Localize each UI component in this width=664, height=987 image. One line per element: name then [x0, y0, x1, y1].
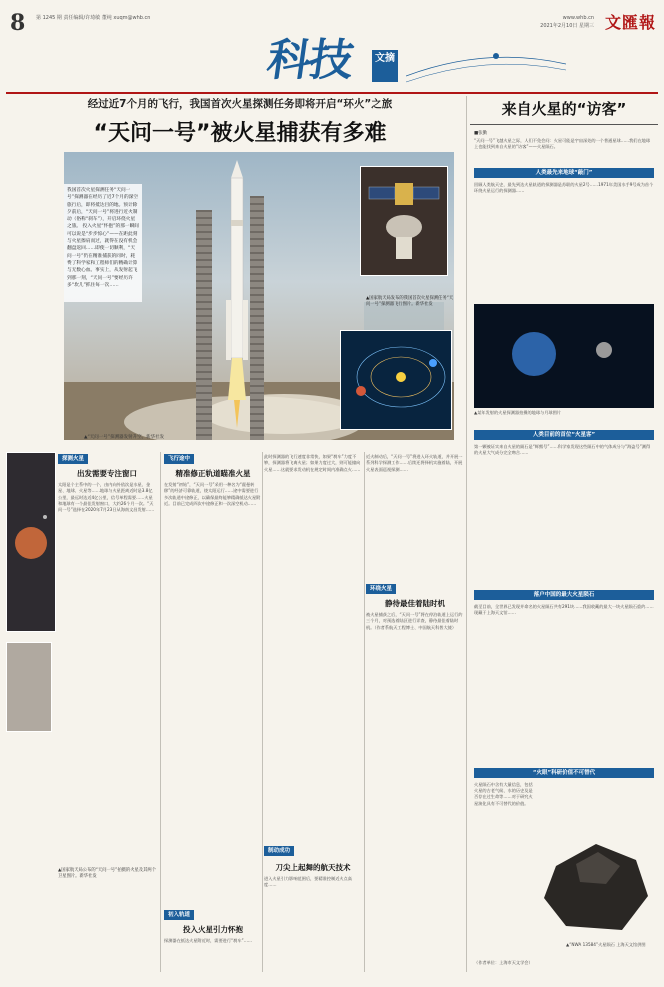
col1-photo [6, 642, 52, 732]
right-sec1-banner: 人类最先来地球“敲门” [474, 168, 654, 178]
orbit-diagram [340, 330, 452, 430]
col1-photo-caption: ▲国家航天局公布的“天问一号”拍摄的火星及其两个卫星图片。新华社发 [58, 868, 156, 879]
col4-body2: 被火星捕获之后，“天问一号”将在停泊轨道上运行约三个月，对预选着陆区进行详查，静待最佳着陆时机。（作者系航天工程博士、中国航天科普大使） [366, 612, 463, 630]
column-divider [262, 452, 263, 972]
right-sec3-text: 截至目前，全世界已发现并命名的火星陨石共有291块……我国收藏的最大一块火星陨石重约……现藏于上海天文馆…… [474, 604, 654, 616]
column-divider [466, 96, 467, 972]
author-note: （作者单位：上海市天文学会） [474, 960, 533, 965]
col1-body: 太阳是个主系中的一个，由内向外依次是水星、金星、地球、火星等……地球与火星距离近时是3.8亿公里，最远时达近4亿公里，信号单程需要……火星和地球有一个最佳发射窗口，大约26个月一次。“天问一号”选择在2020年7月23日从海南文昌发射…… [58, 482, 155, 513]
launch-tower-right [250, 196, 264, 440]
column-4 [366, 452, 464, 972]
meteorite-caption: ▲“NWA 13584”火星陨石 上海天文馆供图 [566, 942, 646, 947]
headline: “天问一号”被火星捕获有多难 [93, 121, 387, 146]
right-sec4-text: 火星陨石中含有大量信息，包括火星的古老气候、水的历史及是否存在过生命等……对于研究火星演化具有不可替代的价值。 [474, 782, 533, 806]
date-meta [540, 14, 594, 30]
page-number: 8 [10, 10, 26, 36]
column-1 [58, 452, 156, 972]
mars-icon [7, 453, 55, 631]
col2-body2: 探测器在抵达火星附近时，需要进行“刹车”…… [164, 938, 253, 943]
right-intro: “天问一号”飞越火星之际，人们不免会问：火星可能是宇宙深处的一个普通星球……我们在地球上也能找到来自火星的“访客”——火星陨石。 [474, 138, 651, 150]
orbit-diagram-icon [341, 331, 451, 429]
right-sec3-banner: 落户中国的最大火星陨石 [474, 590, 654, 600]
right-sec4-banner: “火眼”科研价值不可替代 [474, 768, 654, 778]
probe-caption: ▲国家航天局发布的我国首次火星探测任务“天问一号”探测器飞行图片。新华社发 [366, 296, 454, 307]
probe-icon [361, 167, 447, 275]
col3-tag: 制动成功 [264, 846, 294, 856]
column-2 [160, 452, 261, 972]
right-sec2-text: 第一颗被证实来自火星的陨石是“辉熊号”……科学家发现这些陨石中的气体成分与“海盗号”测得的火星大气成分完全吻合…… [474, 444, 651, 456]
byline: ■张勤 [474, 131, 488, 136]
title-rule [470, 124, 658, 125]
rocket-icon [226, 160, 248, 430]
right-column [470, 96, 658, 976]
col1-subhead: 出发需要专注窗口 [77, 469, 137, 478]
col2-subhead: 精准修正轨道瞄准火星 [175, 469, 251, 478]
hero-caption: ▲“天问一号”探测器发射升空。新华社发 [84, 435, 165, 440]
col2-subhead2: 投入火星引力怀抱 [183, 925, 243, 934]
launch-tower-left [196, 210, 212, 440]
decorative-lines-icon [406, 36, 566, 86]
earth-photo [474, 304, 654, 408]
col2-body: 在发射“初始”，“天问一号”采用一种名为“霍曼转移”的经济可靠轨道，绕太阳运行……途中需要进行多次轨道中途修正，以确保最终能够精确抵达火星附近。目前已完成四次中途修正和一次深空机动…… [164, 482, 261, 506]
column-3 [264, 452, 362, 972]
kicker: 经过近7个月的飞行，我国首次火星探测任务即将开启“环火”之旅 [87, 98, 393, 110]
meteorite-icon [536, 836, 656, 936]
intro-text-box: 我国首次火星探测任务“天问一号”探测器在经历了近7个月的深空旅行后，即将抵达目的地。预计除夕前后，“天问一号”将进行近火制动（俗称“刹车”），开启环绕火星之旅。 投入火星“怀抱”的那一瞬间可以说是“步步惊心”——在距此刻与火星擦肩而过，就得在没有机会翻盘返回……即使一切顺利，“天问一号”仍在精准捕获的同时，耗费了科学家和工程师们的精确计算与无数心血。事实上，从发射起飞到那一刻，“天问一号”要经历许多“坎儿”抓住每一次…… [64, 184, 142, 302]
col4-body: 近火制动后，“天问一号”将进入环火轨道，并开展一系列科学探测工作……后续还将择机实施着陆，开展火星表面巡视探测…… [366, 454, 463, 472]
col4-subhead: 静待最佳着陆时机 [385, 599, 445, 608]
col4-tag: 环绕火星 [366, 584, 396, 594]
earth-caption: ▲某年发射的火星探测器拍摄的地球与月球图片 [474, 410, 561, 415]
col2-tag2: 初入轨道 [164, 910, 194, 920]
section-title: 科技 [263, 35, 355, 86]
issue-meta: 第 1245 期 责任编辑/许琦敏 董纯 xuqm@whb.cn [36, 15, 151, 21]
date-line: 2021年2月10日 星期三 [540, 23, 594, 29]
col3-body: 此时探测器的飞行速度非常快，如果“刹车”力度不够，探测器将飞离火星；如果力度过大，则可能撞向火星……这就要求发动机在规定时间内准确点火…… [264, 454, 361, 472]
right-sec1-text: 回顾人类航天史，最先到达火星轨道的探测器是苏联的火星2号……1971年美国水手9号成为首个环绕火星运行的探测器…… [474, 182, 654, 194]
right-title: 来自火星的“访客” [501, 100, 627, 118]
earth-moon-icon [474, 304, 654, 408]
mars-moons-photo [6, 452, 56, 632]
section-badge: 文摘 [372, 50, 398, 82]
column-divider [364, 452, 365, 972]
col1-tag: 探测火星 [58, 454, 88, 464]
probe-photo [360, 166, 448, 276]
right-sec2-banner: 人类目前的首位“火星客” [474, 430, 654, 440]
col3-body2: 进入火星引力影响范围后，要精准控制近火点高度…… [264, 876, 352, 888]
site-url: www.whb.cn [562, 15, 594, 21]
paper-name: 文匯報 [604, 13, 656, 32]
col2-tag: 飞行途中 [164, 454, 194, 464]
col3-subhead: 刀尖上起舞的航天技术 [275, 863, 351, 872]
masthead [6, 6, 658, 94]
